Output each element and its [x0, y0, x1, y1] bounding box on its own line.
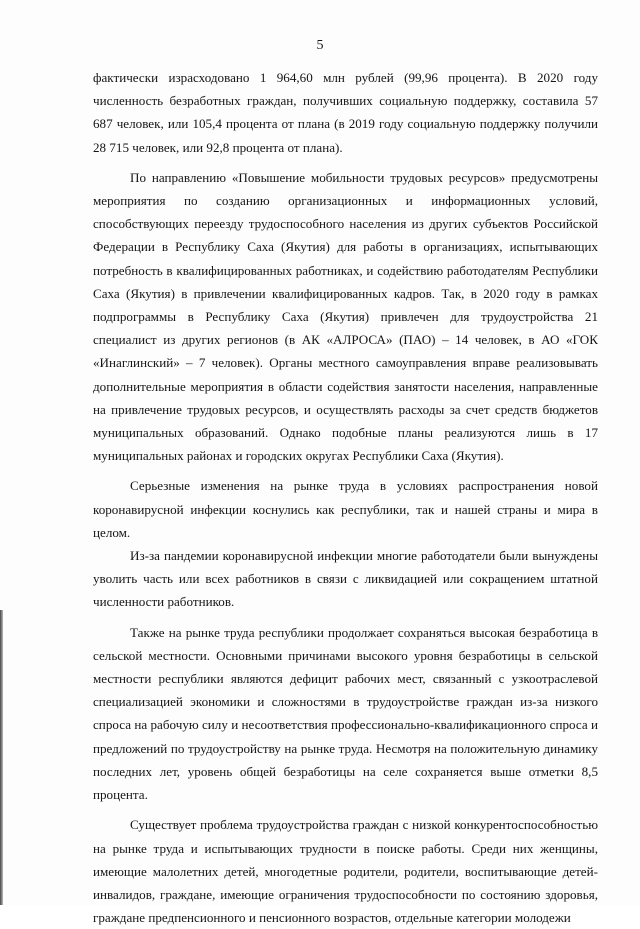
paragraph-6: Существует проблема трудоустройства граждан с низкой конкурентоспособностью на рынке труда и испытывающих трудности в поиске работы. Среди них женщины, имеющие малолетних детей, многодетные родители, родители, воспитывающие детей-инвалидов, граждане, имеющие ограничения трудоспособности по состоянию здоровья, граждане предпенсионного и пенсионного возрастов, отдельные категории молодежи [93, 817, 598, 926]
paragraph-3: Серьезные изменения на рынке труда в условиях распространения новой коронавирусной инфекции коснулись как республики, так и нашей страны и мира в целом. [93, 478, 598, 540]
paragraph-5: Также на рынке труда республики продолжает сохраняться высокая безработица в сельской местности. Основными причинами высокого уровня безработицы в сельской местности республики являются дефицит рабочих мест, связанный с узкоотраслевой специализацией экономики и сложностями в трудоустройстве граждан из-за низкого спроса на рабочую силу и несоответствия профессионально-квалификационного спроса и предложений по трудоустройству на рынке труда. Несмотря на положительную динамику последних лет, уровень общей безработицы на селе сохраняется выше отметки 8,5 процента. [93, 624, 598, 803]
paragraph-2: По направлению «Повышение мобильности трудовых ресурсов» предусмотрены мероприятия по созданию организационных и информационных условий, способствующих переезду трудоспособного населения из других субъектов Российской Федерации в Республику Саха (Якутия) для работы в организациях, испытывающих потребность в квалифицированных работниках, и содействию работодателям Республики Саха (Якутия) в привлечении квалифицированных кадров. Так, в 2020 году в рамках подпрограммы в Республику Саха (Якутия) привлечен для трудоустройства 21 специалист из других регионов (в АК «АЛРОСА» (ПАО) – 14 человек, в АО «ГОК «Инаглинский» – 7 человек). Органы местного самоуправления вправе реализовывать дополнительные мероприятия в области содействия занятости населения, направленные на привлечение трудовых ресурсов, и осуществлять расходы за счет средств бюджетов муниципальных образований. Однако подобные планы реализуются лишь в 17 муниципальных районах и городских округах Республики Саха (Якутия). [93, 169, 598, 464]
scan-edge-shadow [0, 610, 3, 905]
paragraph-4: Из-за пандемии коронавирусной инфекции многие работодатели были вынуждены уволить часть или всех работников в связи с ликвидацией или сокращением штатной численности работников. [93, 548, 598, 610]
document-body [93, 66, 598, 929]
paragraph-1: фактически израсходовано 1 964,60 млн рублей (99,96 процента). В 2020 году численность безработных граждан, получивших социальную поддержку, составила 57 687 человек, или 105,4 процента от плана (в 2019 году социальную поддержку получили 28 715 человек, или 92,8 процента от плана). [93, 70, 598, 155]
page-number: 5 [316, 38, 324, 53]
